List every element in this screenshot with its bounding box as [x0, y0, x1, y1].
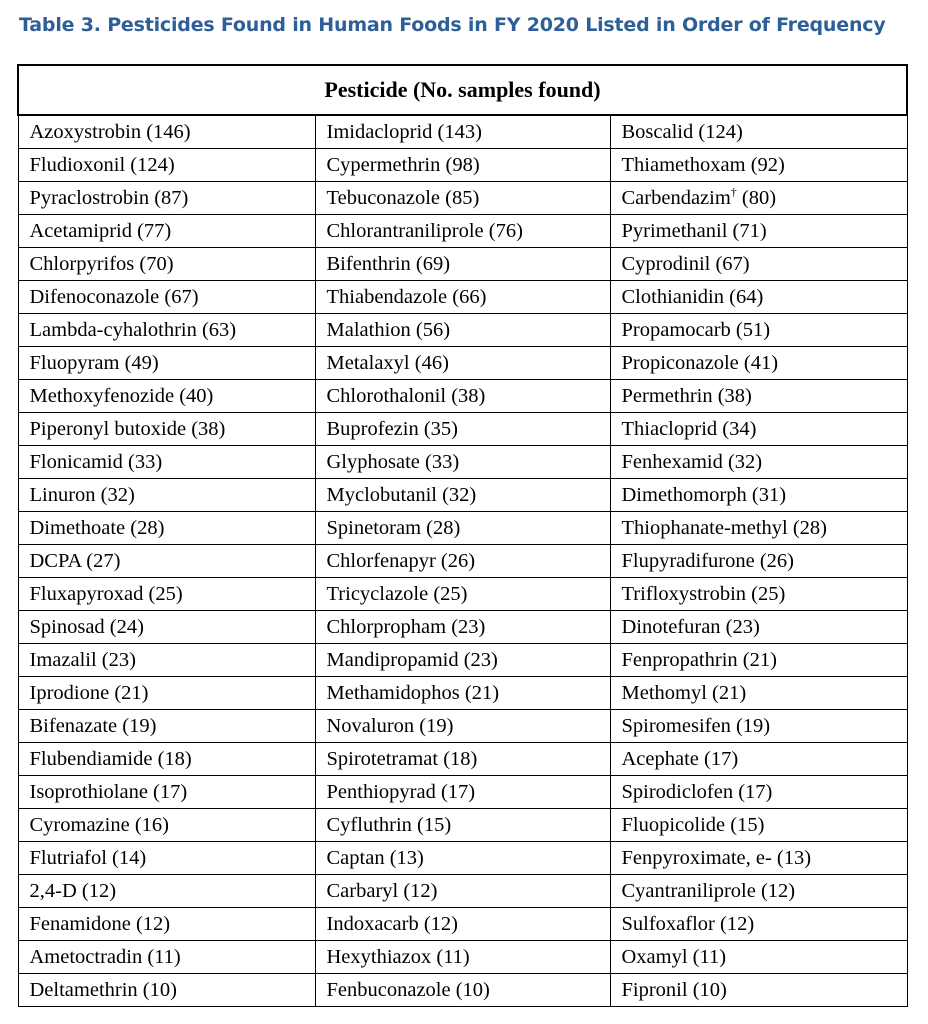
pesticide-cell: Cypermethrin (98) — [315, 149, 610, 182]
pesticide-cell: Acephate (17) — [610, 743, 907, 776]
pesticide-cell: Dimethomorph (31) — [610, 479, 907, 512]
pesticide-cell: Fluxapyroxad (25) — [18, 578, 315, 611]
pesticide-cell: Fenhexamid (32) — [610, 446, 907, 479]
pesticide-cell: Chlorothalonil (38) — [315, 380, 610, 413]
pesticide-cell: Malathion (56) — [315, 314, 610, 347]
pesticide-cell: Thiabendazole (66) — [315, 281, 610, 314]
footnote-dagger-mark: † — [730, 184, 737, 199]
table-row — [18, 512, 907, 545]
pesticide-cell: Difenoconazole (67) — [18, 281, 315, 314]
table-row — [18, 776, 907, 809]
pesticide-cell: Fenpropathrin (21) — [610, 644, 907, 677]
table-caption: Table 3. Pesticides Found in Human Foods in FY 2020 Listed in Order of Frequency — [19, 14, 886, 36]
pesticide-cell — [610, 182, 907, 215]
pesticide-cell: Fenbuconazole (10) — [315, 974, 610, 1007]
table-row — [18, 446, 907, 479]
pesticide-cell: Propiconazole (41) — [610, 347, 907, 380]
table-row — [18, 908, 907, 941]
table-row — [18, 215, 907, 248]
pesticide-cell: Dimethoate (28) — [18, 512, 315, 545]
pesticide-cell: Spirodiclofen (17) — [610, 776, 907, 809]
pesticide-cell: Chlorantraniliprole (76) — [315, 215, 610, 248]
pesticide-cell: Spinetoram (28) — [315, 512, 610, 545]
pesticide-cell: Chlorfenapyr (26) — [315, 545, 610, 578]
pesticide-cell: Chlorpropham (23) — [315, 611, 610, 644]
pesticide-cell: Flupyradifurone (26) — [610, 545, 907, 578]
pesticide-cell: Tricyclazole (25) — [315, 578, 610, 611]
pesticide-cell: Linuron (32) — [18, 479, 315, 512]
pesticide-cell: Pyraclostrobin (87) — [18, 182, 315, 215]
pesticide-cell: Pyrimethanil (71) — [610, 215, 907, 248]
pesticide-cell: Lambda-cyhalothrin (63) — [18, 314, 315, 347]
pesticide-cell: Spinosad (24) — [18, 611, 315, 644]
pesticide-cell: Thiophanate-methyl (28) — [610, 512, 907, 545]
pesticide-cell: Dinotefuran (23) — [610, 611, 907, 644]
table-row — [18, 974, 907, 1007]
pesticide-cell: Cyfluthrin (15) — [315, 809, 610, 842]
pesticide-cell: Fluopicolide (15) — [610, 809, 907, 842]
table-row — [18, 545, 907, 578]
table-row — [18, 941, 907, 974]
pesticide-cell: DCPA (27) — [18, 545, 315, 578]
table-row — [18, 842, 907, 875]
pesticide-cell: Piperonyl butoxide (38) — [18, 413, 315, 446]
pesticide-cell: Glyphosate (33) — [315, 446, 610, 479]
pesticide-cell: Trifloxystrobin (25) — [610, 578, 907, 611]
pesticide-cell: Carbaryl (12) — [315, 875, 610, 908]
pesticide-cell: Ametoctradin (11) — [18, 941, 315, 974]
pesticide-cell: Buprofezin (35) — [315, 413, 610, 446]
pesticide-cell: Metalaxyl (46) — [315, 347, 610, 380]
pesticide-cell: Fipronil (10) — [610, 974, 907, 1007]
pesticide-cell: Cyromazine (16) — [18, 809, 315, 842]
table-row — [18, 182, 907, 215]
pesticide-cell: Sulfoxaflor (12) — [610, 908, 907, 941]
table-body — [18, 115, 907, 1007]
pesticide-cell: Permethrin (38) — [610, 380, 907, 413]
table-row — [18, 281, 907, 314]
pesticide-cell: Chlorpyrifos (70) — [18, 248, 315, 281]
pesticide-cell: Bifenthrin (69) — [315, 248, 610, 281]
table-row — [18, 347, 907, 380]
table-row — [18, 809, 907, 842]
table-header: Pesticide (No. samples found) — [18, 65, 907, 115]
table-header-row — [18, 65, 907, 115]
pesticide-cell: 2,4-D (12) — [18, 875, 315, 908]
pesticide-cell: Boscalid (124) — [610, 115, 907, 149]
pesticide-name: Carbendazim — [621, 186, 731, 209]
pesticide-cell: Clothianidin (64) — [610, 281, 907, 314]
pesticide-cell: Methamidophos (21) — [315, 677, 610, 710]
pesticide-cell: Azoxystrobin (146) — [18, 115, 315, 149]
pesticide-cell: Methoxyfenozide (40) — [18, 380, 315, 413]
pesticide-cell: Methomyl (21) — [610, 677, 907, 710]
sample-count: (80) — [736, 186, 777, 209]
pesticide-cell: Spiromesifen (19) — [610, 710, 907, 743]
pesticide-cell: Thiamethoxam (92) — [610, 149, 907, 182]
pesticide-cell: Propamocarb (51) — [610, 314, 907, 347]
pesticide-cell: Thiacloprid (34) — [610, 413, 907, 446]
pesticide-cell: Hexythiazox (11) — [315, 941, 610, 974]
pesticide-cell: Flubendiamide (18) — [18, 743, 315, 776]
pesticide-cell: Deltamethrin (10) — [18, 974, 315, 1007]
pesticide-cell: Isoprothiolane (17) — [18, 776, 315, 809]
table-row — [18, 413, 907, 446]
pesticide-cell: Cyprodinil (67) — [610, 248, 907, 281]
pesticide-cell: Imidacloprid (143) — [315, 115, 610, 149]
table-row — [18, 248, 907, 281]
table-row — [18, 380, 907, 413]
table-row — [18, 479, 907, 512]
pesticide-cell: Cyantraniliprole (12) — [610, 875, 907, 908]
table-row — [18, 314, 907, 347]
table-row — [18, 677, 907, 710]
pesticide-cell: Tebuconazole (85) — [315, 182, 610, 215]
pesticide-cell: Fenpyroximate, e- (13) — [610, 842, 907, 875]
pesticide-cell: Penthiopyrad (17) — [315, 776, 610, 809]
pesticide-cell: Flonicamid (33) — [18, 446, 315, 479]
pesticide-cell: Indoxacarb (12) — [315, 908, 610, 941]
table-row — [18, 149, 907, 182]
table-row — [18, 611, 907, 644]
table-row — [18, 644, 907, 677]
pesticide-cell: Iprodione (21) — [18, 677, 315, 710]
pesticide-cell: Mandipropamid (23) — [315, 644, 610, 677]
pesticide-cell: Fluopyram (49) — [18, 347, 315, 380]
pesticide-cell: Imazalil (23) — [18, 644, 315, 677]
pesticide-cell: Fenamidone (12) — [18, 908, 315, 941]
pesticide-cell: Myclobutanil (32) — [315, 479, 610, 512]
pesticide-cell: Fludioxonil (124) — [18, 149, 315, 182]
pesticide-cell: Flutriafol (14) — [18, 842, 315, 875]
pesticide-cell: Acetamiprid (77) — [18, 215, 315, 248]
table-row — [18, 115, 907, 149]
table-row — [18, 743, 907, 776]
pesticide-cell: Spirotetramat (18) — [315, 743, 610, 776]
pesticide-cell: Novaluron (19) — [315, 710, 610, 743]
pesticide-cell: Bifenazate (19) — [18, 710, 315, 743]
pesticide-table — [17, 64, 908, 1007]
pesticide-cell: Captan (13) — [315, 842, 610, 875]
table-row — [18, 710, 907, 743]
pesticide-cell: Oxamyl (11) — [610, 941, 907, 974]
table-row — [18, 875, 907, 908]
table-row — [18, 578, 907, 611]
